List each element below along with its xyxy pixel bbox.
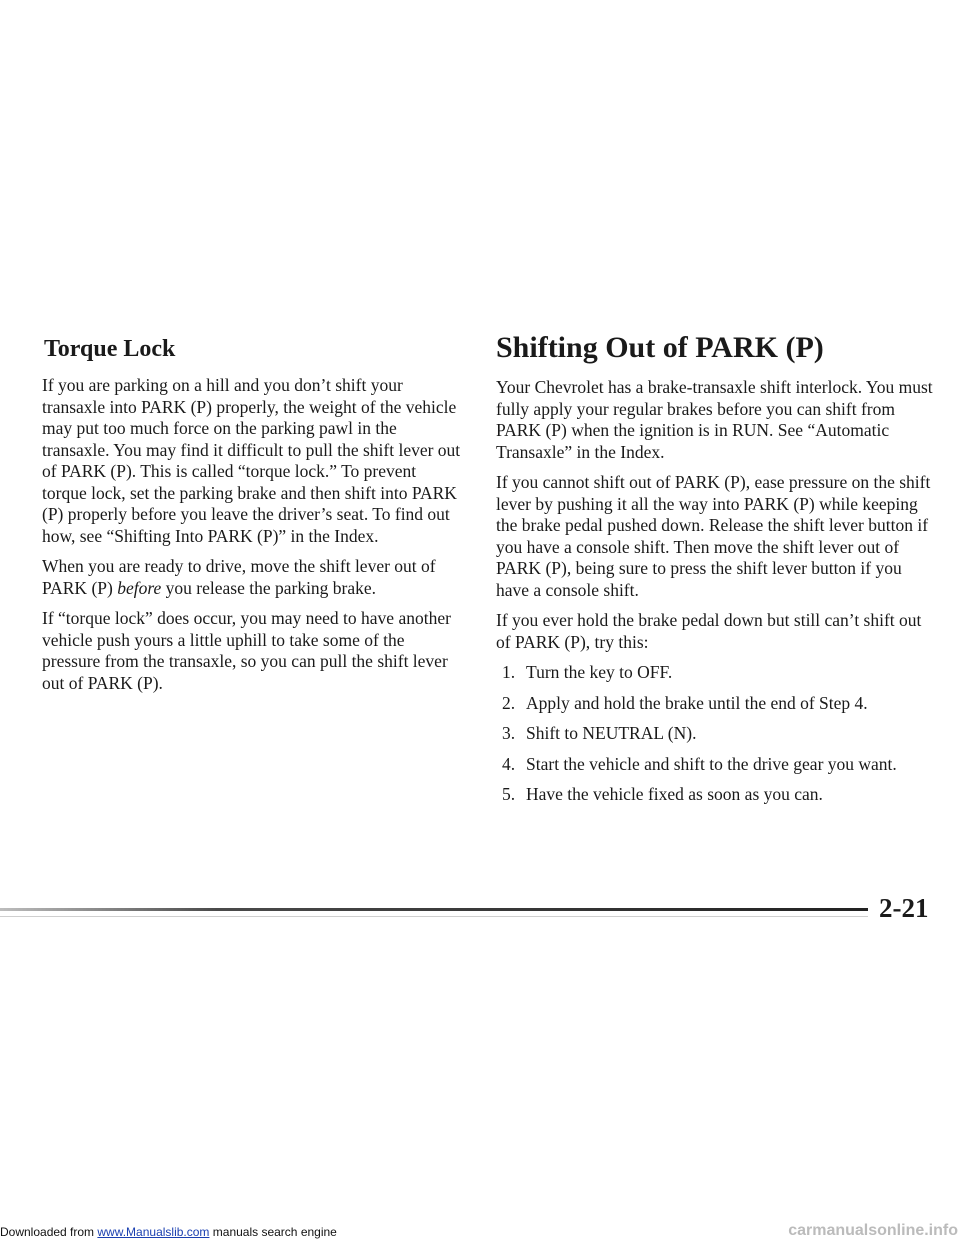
step-number: 2. — [502, 692, 516, 713]
step-text: Apply and hold the brake until the end of Step 4. — [526, 692, 868, 713]
list-item — [496, 693, 936, 715]
watermark: carmanualsonline.info — [788, 1222, 958, 1239]
list-item — [496, 754, 936, 776]
step-number: 5. — [502, 784, 516, 804]
step-text: Shift to NEUTRAL (N). — [526, 723, 697, 743]
step-number: 4. — [502, 753, 516, 774]
paragraph: If you are parking on a hill and you don’t shift your transaxle into PARK (P) properly, the weight of the vehicle may put too much force on the parking pawl in the transaxle. You may find it difficult to pull the shift lever out of PARK (P). This is called “torque lock.” To prevent torque lock, set the parking brake and then shift into PARK (P) properly before you leave the driver’s seat. To find out how, see “Shifting Into PARK (P)” in the Index. — [42, 375, 461, 546]
footer-suffix: manuals search engine — [209, 1225, 337, 1239]
download-footer — [0, 1222, 960, 1242]
paragraph: If you ever hold the brake pedal down but still can’t shift out of PARK (P), try this: — [496, 610, 922, 652]
steps-list — [496, 662, 936, 806]
footer-prefix: Downloaded from — [0, 1225, 98, 1239]
section-heading-torque-lock: Torque Lock — [44, 336, 176, 362]
list-item — [496, 662, 936, 684]
emphasis-text: before — [117, 577, 162, 598]
left-column — [42, 335, 462, 703]
paragraph — [42, 556, 462, 599]
paragraph: If you cannot shift out of PARK (P), ease pressure on the shift lever by pushing it all the way into PARK (P) while keeping the brake pedal pushed down. Release the shift lever button if you have a console shift. Then move the shift lever out of PARK (P), being sure to press the shift lever button if you have a console shift. — [496, 472, 931, 600]
footer-rule — [0, 908, 868, 911]
step-text: Start the vehicle and shift to the drive gear you want. — [526, 753, 897, 774]
step-text: Have the vehicle fixed as soon as you can. — [526, 784, 823, 804]
paragraph-text: you release the parking brake. — [161, 577, 377, 598]
step-number: 1. — [502, 662, 516, 682]
paragraph: If “torque lock” does occur, you may need to have another vehicle push yours a little uphill to take some of the pressure from the transaxle, so you can pull the shift lever out of PARK (P). — [42, 608, 451, 693]
footer-rule-thin — [0, 916, 868, 917]
list-item — [496, 784, 936, 806]
step-text: Turn the key to OFF. — [526, 662, 673, 682]
manualslib-link[interactable]: www.Manualslib.com — [97, 1225, 210, 1239]
section-heading-shifting-out-of-park: Shifting Out of PARK (P) — [496, 331, 824, 364]
right-column — [496, 331, 936, 815]
list-item — [496, 723, 936, 745]
paragraph: Your Chevrolet has a brake-transaxle shift interlock. You must fully apply your regular brakes before you can shift from PARK (P) when the ignition is in RUN. See “Automatic Transaxle” in the Index. — [496, 377, 933, 462]
step-number: 3. — [502, 723, 516, 743]
footer-source — [0, 1222, 337, 1242]
paragraph-text: When you are ready to drive, move the shift lever out of PARK (P) — [42, 556, 436, 598]
page-number: 2-21 — [879, 893, 929, 923]
